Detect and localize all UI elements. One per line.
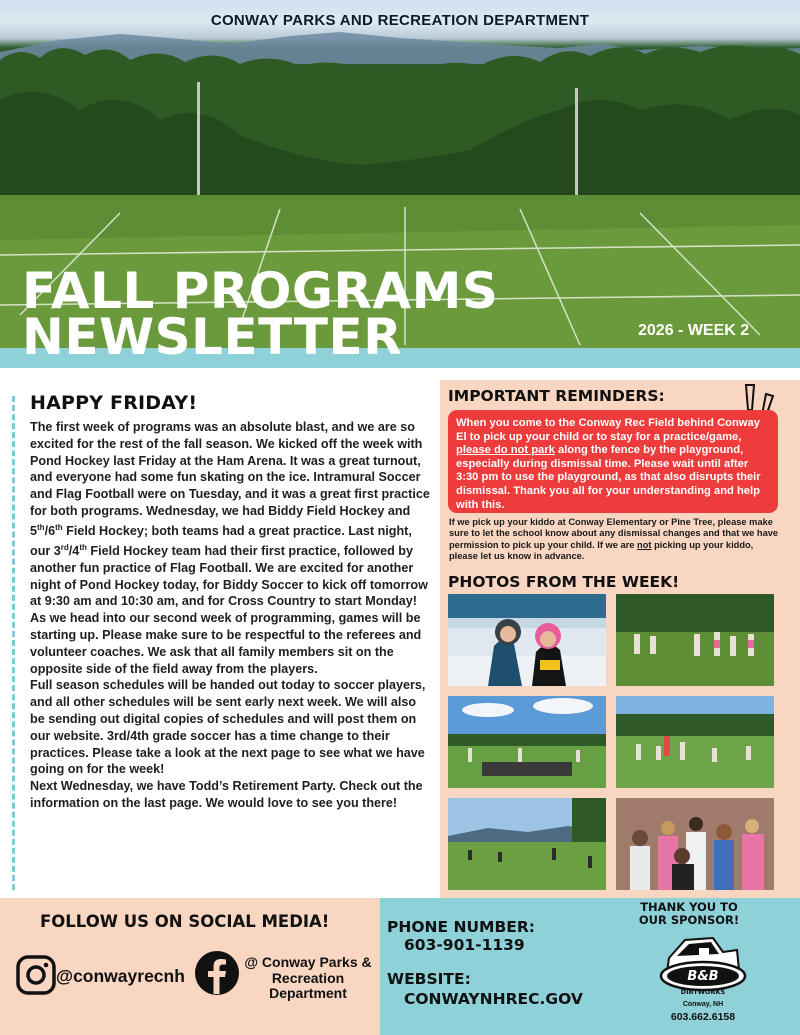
facebook-icon[interactable] [194, 950, 240, 996]
sponsor-logo [655, 930, 751, 1002]
department-name: CONWAY PARKS AND RECREATION DEPARTMENT [210, 12, 590, 29]
paragraph-4: Next Wednesday, we have Todd’s Retirement Party. Check out the information on the last page. We would love to see you there! [30, 779, 423, 810]
parking-reminder-box: When you come to the Conway Rec Field behind Conway El to pick up your child or to stay for a practice/game, please do not park along the fence by the playground, especially during dismissal time. Please wait until after 3:30 pm to use the playground, as that also disrupts their dismissal. Thank you all for your understanding and help with this. [448, 410, 778, 513]
photo-pond-hockey [448, 594, 606, 686]
instagram-handle[interactable]: @conwayrecnh [56, 966, 185, 986]
title-line-1: FALL PROGRAMS [22, 262, 499, 320]
paragraph-3: Full season schedules will be handed out today to soccer players, and all other schedules will be sent early next week. We will also be sending out digital copies of schedules and will post them on our website. 3rd/4th grade soccer has a time change to their practices. Please take a look at the next page to see what we have going on for the week! [30, 678, 426, 777]
photo-field-practice [616, 594, 774, 686]
photo-field-hockey [616, 696, 774, 788]
phone-label: PHONE NUMBER: [387, 918, 535, 936]
photo-cross-country [448, 798, 606, 890]
instagram-icon[interactable] [16, 955, 56, 995]
social-heading: FOLLOW US ON SOCIAL MEDIA! [40, 912, 330, 931]
photo-kids-huddle [616, 798, 774, 890]
svg-text:DIRTWORKS: DIRTWORKS [680, 988, 726, 996]
article-body [30, 419, 430, 812]
paragraph-1: The first week of programs was an absolute blast, and we are so excited for the rest of the fall season. We kicked off the week with Pond Hockey last Friday at the Ham Arena. It was a great turnout, and everyone had some fun skating on the ice. Intramural Soccer and Flag Football were on Tuesday, and it was a great first practice for both programs. Wednesday, we had Biddy Field Hockey and 5th/6th Field Hockey; both teams had a great practice. Last night, our 3rd/4th Field Hockey team had their first practice, followed by another fun practice of Flag Football. We are excited for another night of Pond Hockey today, for Biddy Soccer to kick off tomorrow at 9:30 am and 10:30 am, and for Cross Country to start Monday! [30, 420, 430, 609]
svg-text:B&B: B&B [687, 969, 719, 984]
website-link[interactable]: CONWAYNHREC.GOV [404, 990, 583, 1008]
title-line-2: NEWSLETTER [22, 308, 403, 366]
sponsor-thanks: THANK YOU TO OUR SPONSOR! [638, 900, 740, 927]
paragraph-2: As we head into our second week of programming, games will be starting up. Please make sure to be respectful to the referees and volunteer coaches. We ask that all family members sit on the opposite side of the field away from the players. [30, 611, 422, 676]
phone-number[interactable]: 603-901-1139 [404, 936, 525, 954]
dashed-divider-left [12, 396, 15, 890]
tree-line-graphic [0, 40, 800, 220]
article-heading: HAPPY FRIDAY! [30, 392, 198, 414]
reminders-heading: IMPORTANT REMINDERS: [448, 387, 665, 405]
week-label: 2026 - WEEK 2 [638, 322, 750, 339]
sponsor-location: Conway, NH [682, 1001, 724, 1008]
photos-heading: PHOTOS FROM THE WEEK! [448, 573, 680, 591]
photo-soccer-field [448, 696, 606, 788]
facebook-page-name[interactable]: @ Conway Parks & Recreation Department [244, 954, 372, 1001]
pickup-note: If we pick up your kiddo at Conway Elementary or Pine Tree, please make sure to let the school know about any dismissal changes and that we have permission to pick up your child. If we are not picking up your kiddo, please let us know in advance. [449, 517, 779, 562]
newsletter-title [22, 262, 499, 366]
sponsor-phone: 603.662.6158 [670, 1011, 736, 1023]
main-article [30, 392, 430, 812]
website-label: WEBSITE: [387, 970, 471, 988]
